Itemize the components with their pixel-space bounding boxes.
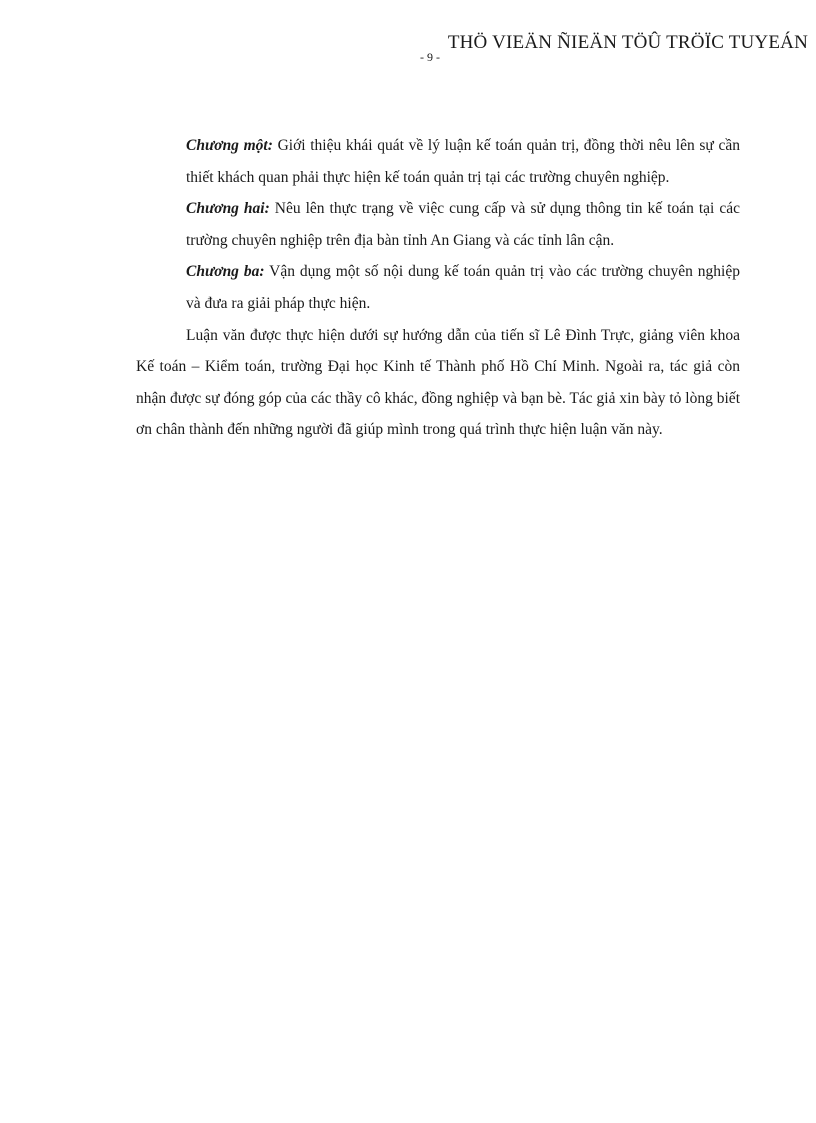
- document-header-title: THÖ VIEÄN ÑIEÄN TÖÛ TRÖÏC TUYEÁN: [447, 32, 808, 53]
- chapter-three-label: Chương ba:: [186, 263, 265, 281]
- chapter-one-label: Chương một:: [186, 137, 273, 154]
- acknowledgement-paragraph: Luận văn được thực hiện dưới sự hướng dẫn của tiến sĩ Lê Đình Trực, giảng viên khoa Kế toán – Kiểm toán, trường Đại học Kinh tế Thành phố Hồ Chí Minh. Ngoài ra, tác giả còn nhận được sự đóng góp của các thầy cô khác, đồng nghiệp và bạn bè. Tác giả xin bày tỏ lòng biết ơn chân thành đến những người đã giúp mình trong quá trình thực hiện luận văn này.: [136, 326, 740, 439]
- chapter-three-paragraph: [136, 256, 740, 319]
- document-body: [136, 130, 740, 446]
- page-number: - 9 -: [420, 50, 440, 64]
- chapter-three-text: Vận dụng một số nội dung kế toán quản trị vào các trường chuyên nghiệp và đưa ra giải pháp thực hiện.: [186, 263, 740, 312]
- chapter-two-text: Nêu lên thực trạng về việc cung cấp và sử dụng thông tin kế toán tại các trường chuyên nghiệp trên địa bàn tỉnh An Giang và các tỉnh lân cận.: [186, 200, 740, 249]
- chapter-two-label: Chương hai:: [186, 200, 270, 218]
- chapter-two-paragraph: [136, 193, 740, 256]
- chapter-one-paragraph: [136, 130, 740, 193]
- chapter-one-text: Giới thiệu khái quát về lý luận kế toán quản trị, đồng thời nêu lên sự cần thiết khách quan phải thực hiện kế toán quản trị tại các trường chuyên nghiệp.: [186, 137, 740, 186]
